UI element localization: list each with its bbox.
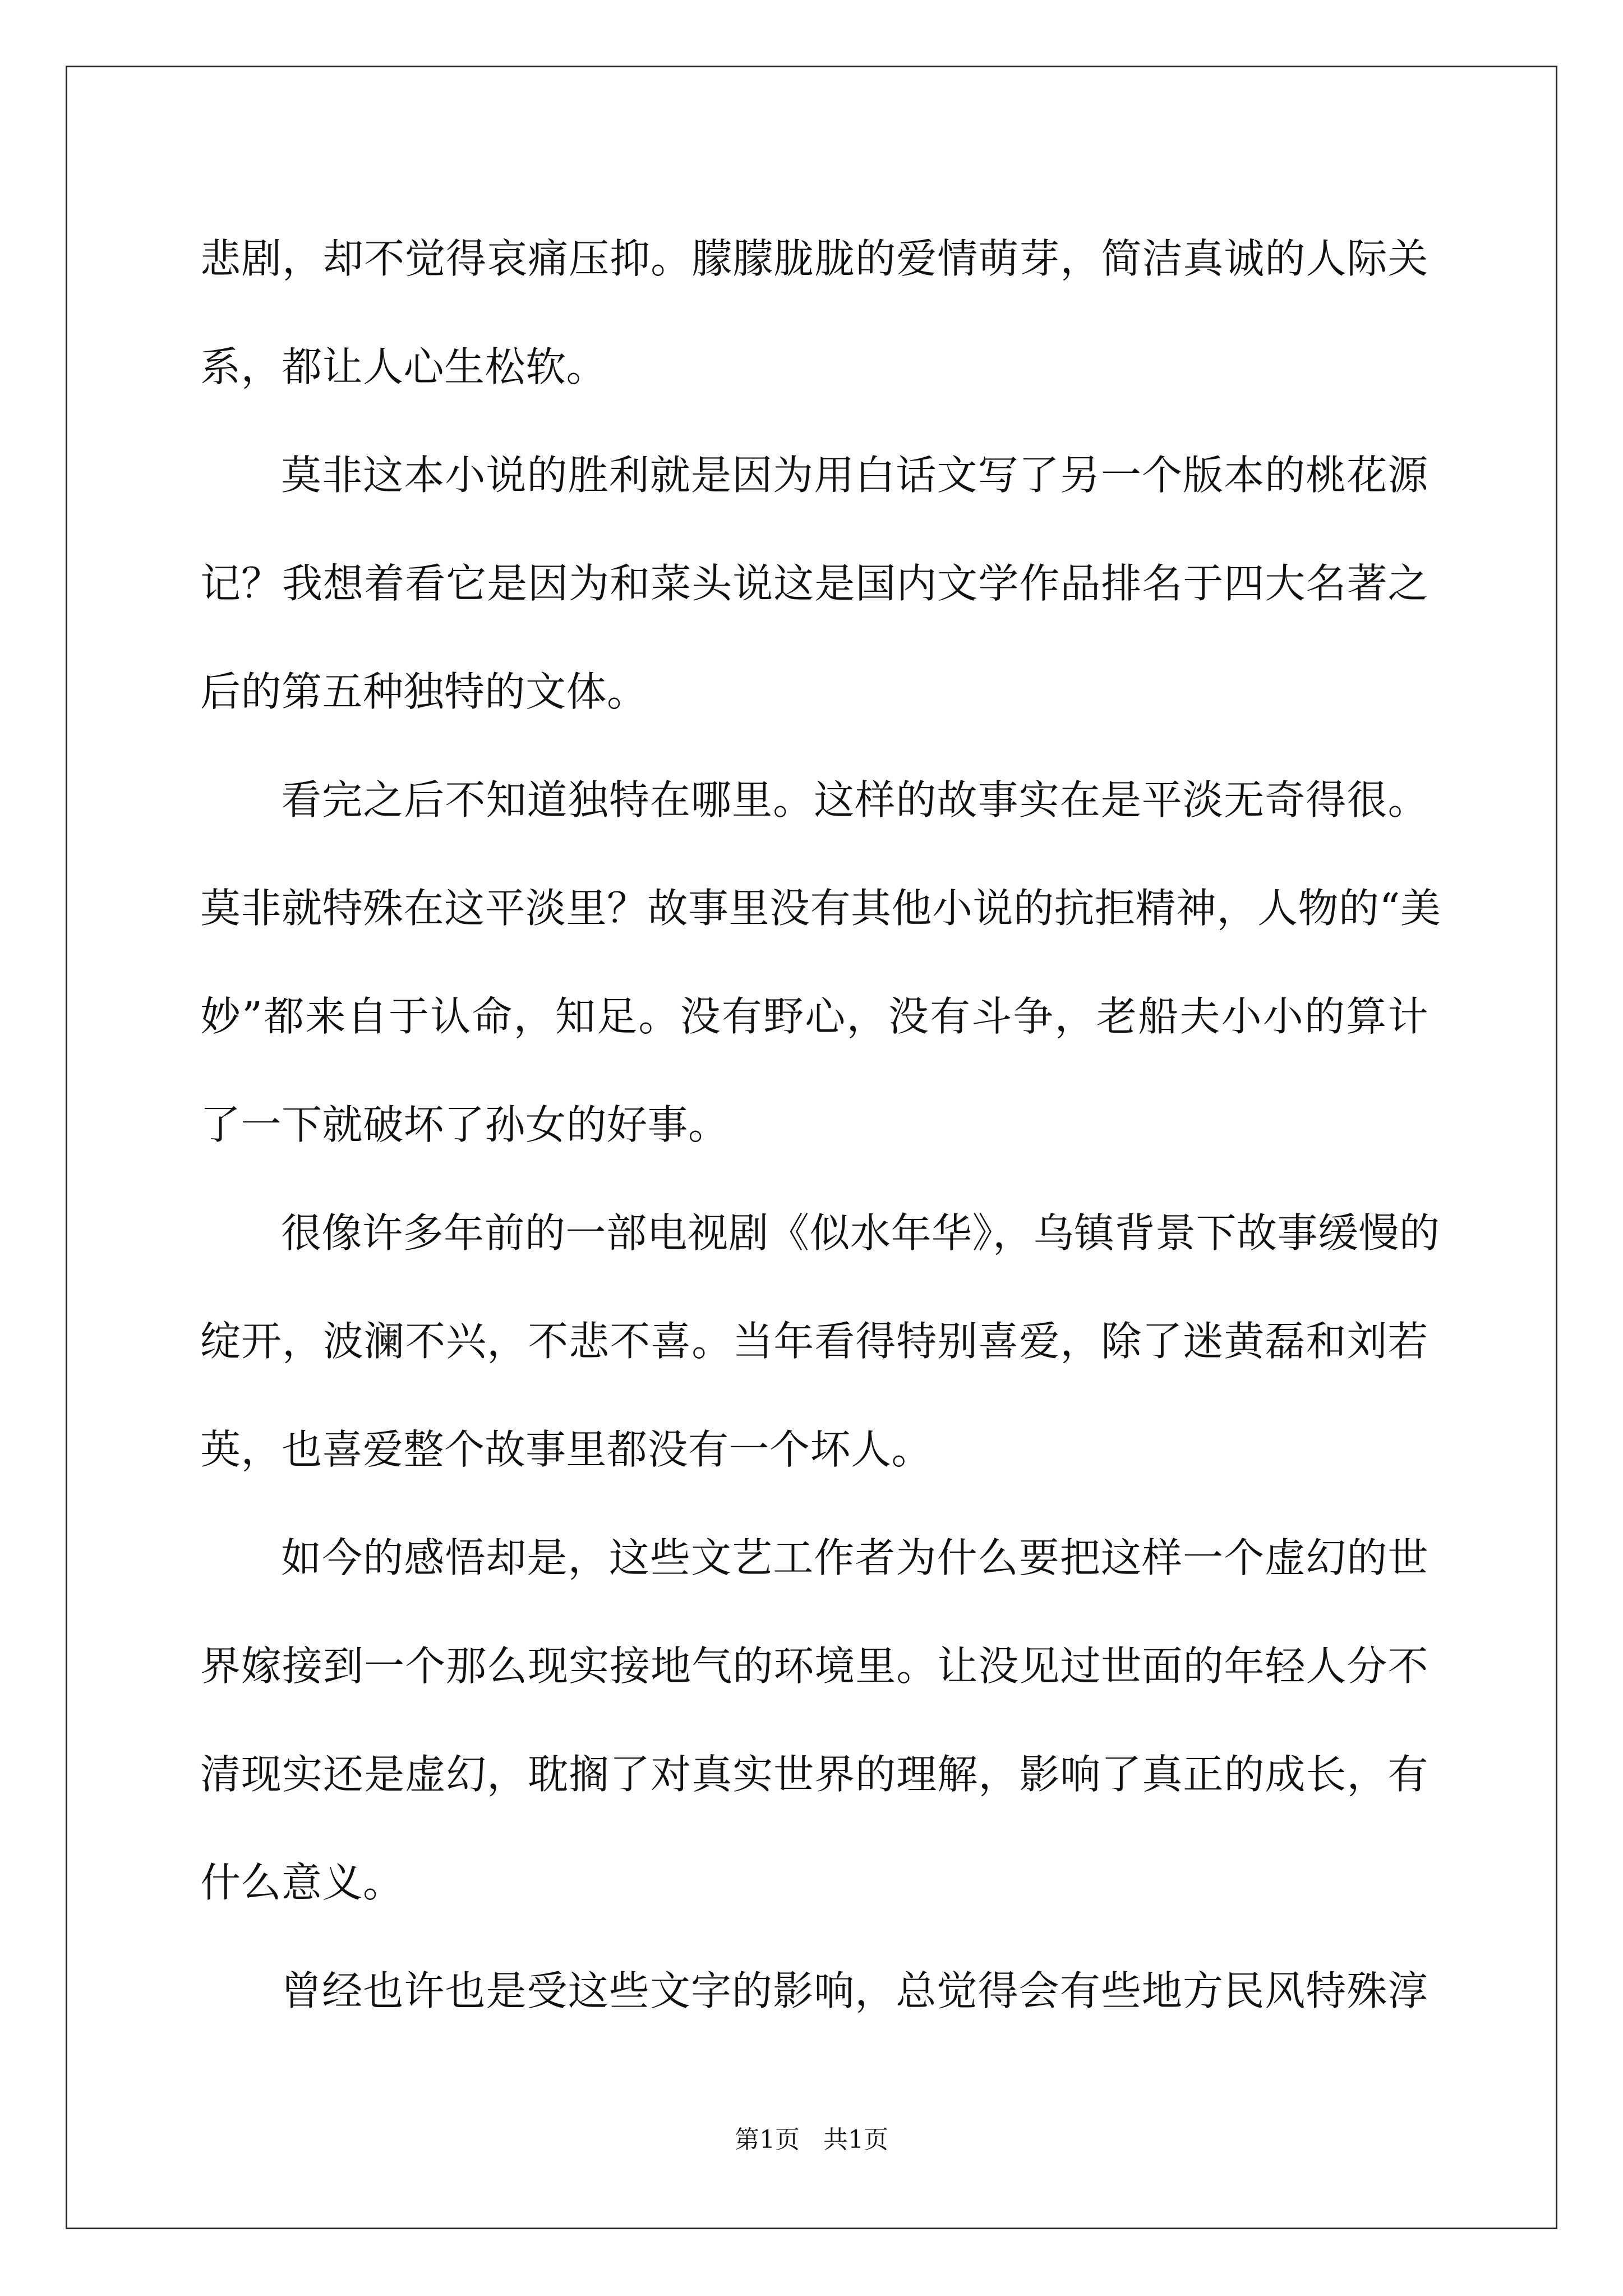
text-line-16: 什么意义。: [200, 1859, 404, 1906]
text-line-4: 记？我想着看它是因为和菜头说这是国内文学作品排名于四大名著之: [200, 560, 1428, 607]
text-line-3: 莫非这本小说的胜利就是因为用白话文写了另一个版本的桃花源: [281, 452, 1428, 499]
page-total: 共1页: [823, 2125, 888, 2154]
text-line-17: 曾经也许也是受这些文字的影响，总觉得会有些地方民风特殊淳: [281, 1967, 1428, 2014]
page-number: 第1页: [735, 2125, 800, 2154]
text-line-5: 后的第五种独特的文体。: [200, 668, 648, 715]
footer-spacer: [800, 2125, 823, 2154]
text-line-6: 看完之后不知道独特在哪里。这样的故事实在是平淡无奇得很。: [281, 776, 1428, 823]
text-line-14: 界嫁接到一个那么现实接地气的环境里。让没见过世面的年轻人分不: [200, 1642, 1428, 1690]
page-footer: [0, 2123, 1623, 2157]
text-line-11: 绽开，波澜不兴，不悲不喜。当年看得特别喜爱，除了迷黄磊和刘若: [200, 1318, 1428, 1365]
text-line-2: 系，都让人心生松软。: [200, 343, 607, 390]
text-line-15: 清现实还是虚幻，耽搁了对真实世界的理解，影响了真正的成长，有: [200, 1751, 1428, 1798]
document-body: [200, 205, 1441, 2045]
text-line-10: 很像许多年前的一部电视剧《似水年华》，乌镇背景下故事缓慢的: [281, 1209, 1440, 1257]
text-line-1: 悲剧，却不觉得哀痛压抑。朦朦胧胧的爱情萌芽，简洁真诚的人际关: [200, 235, 1428, 282]
text-line-13: 如今的感悟却是，这些文艺工作者为什么要把这样一个虚幻的世: [281, 1534, 1428, 1581]
text-line-8: 妙”都来自于认命，知足。没有野心，没有斗争，老船夫小小的算计: [200, 993, 1428, 1040]
text-line-9: 了一下就破坏了孙女的好事。: [200, 1101, 729, 1148]
text-line-7: 莫非就特殊在这平淡里？故事里没有其他小说的抗拒精神，人物的“美: [200, 885, 1441, 932]
text-line-12: 英，也喜爱整个故事里都没有一个坏人。: [200, 1426, 933, 1473]
